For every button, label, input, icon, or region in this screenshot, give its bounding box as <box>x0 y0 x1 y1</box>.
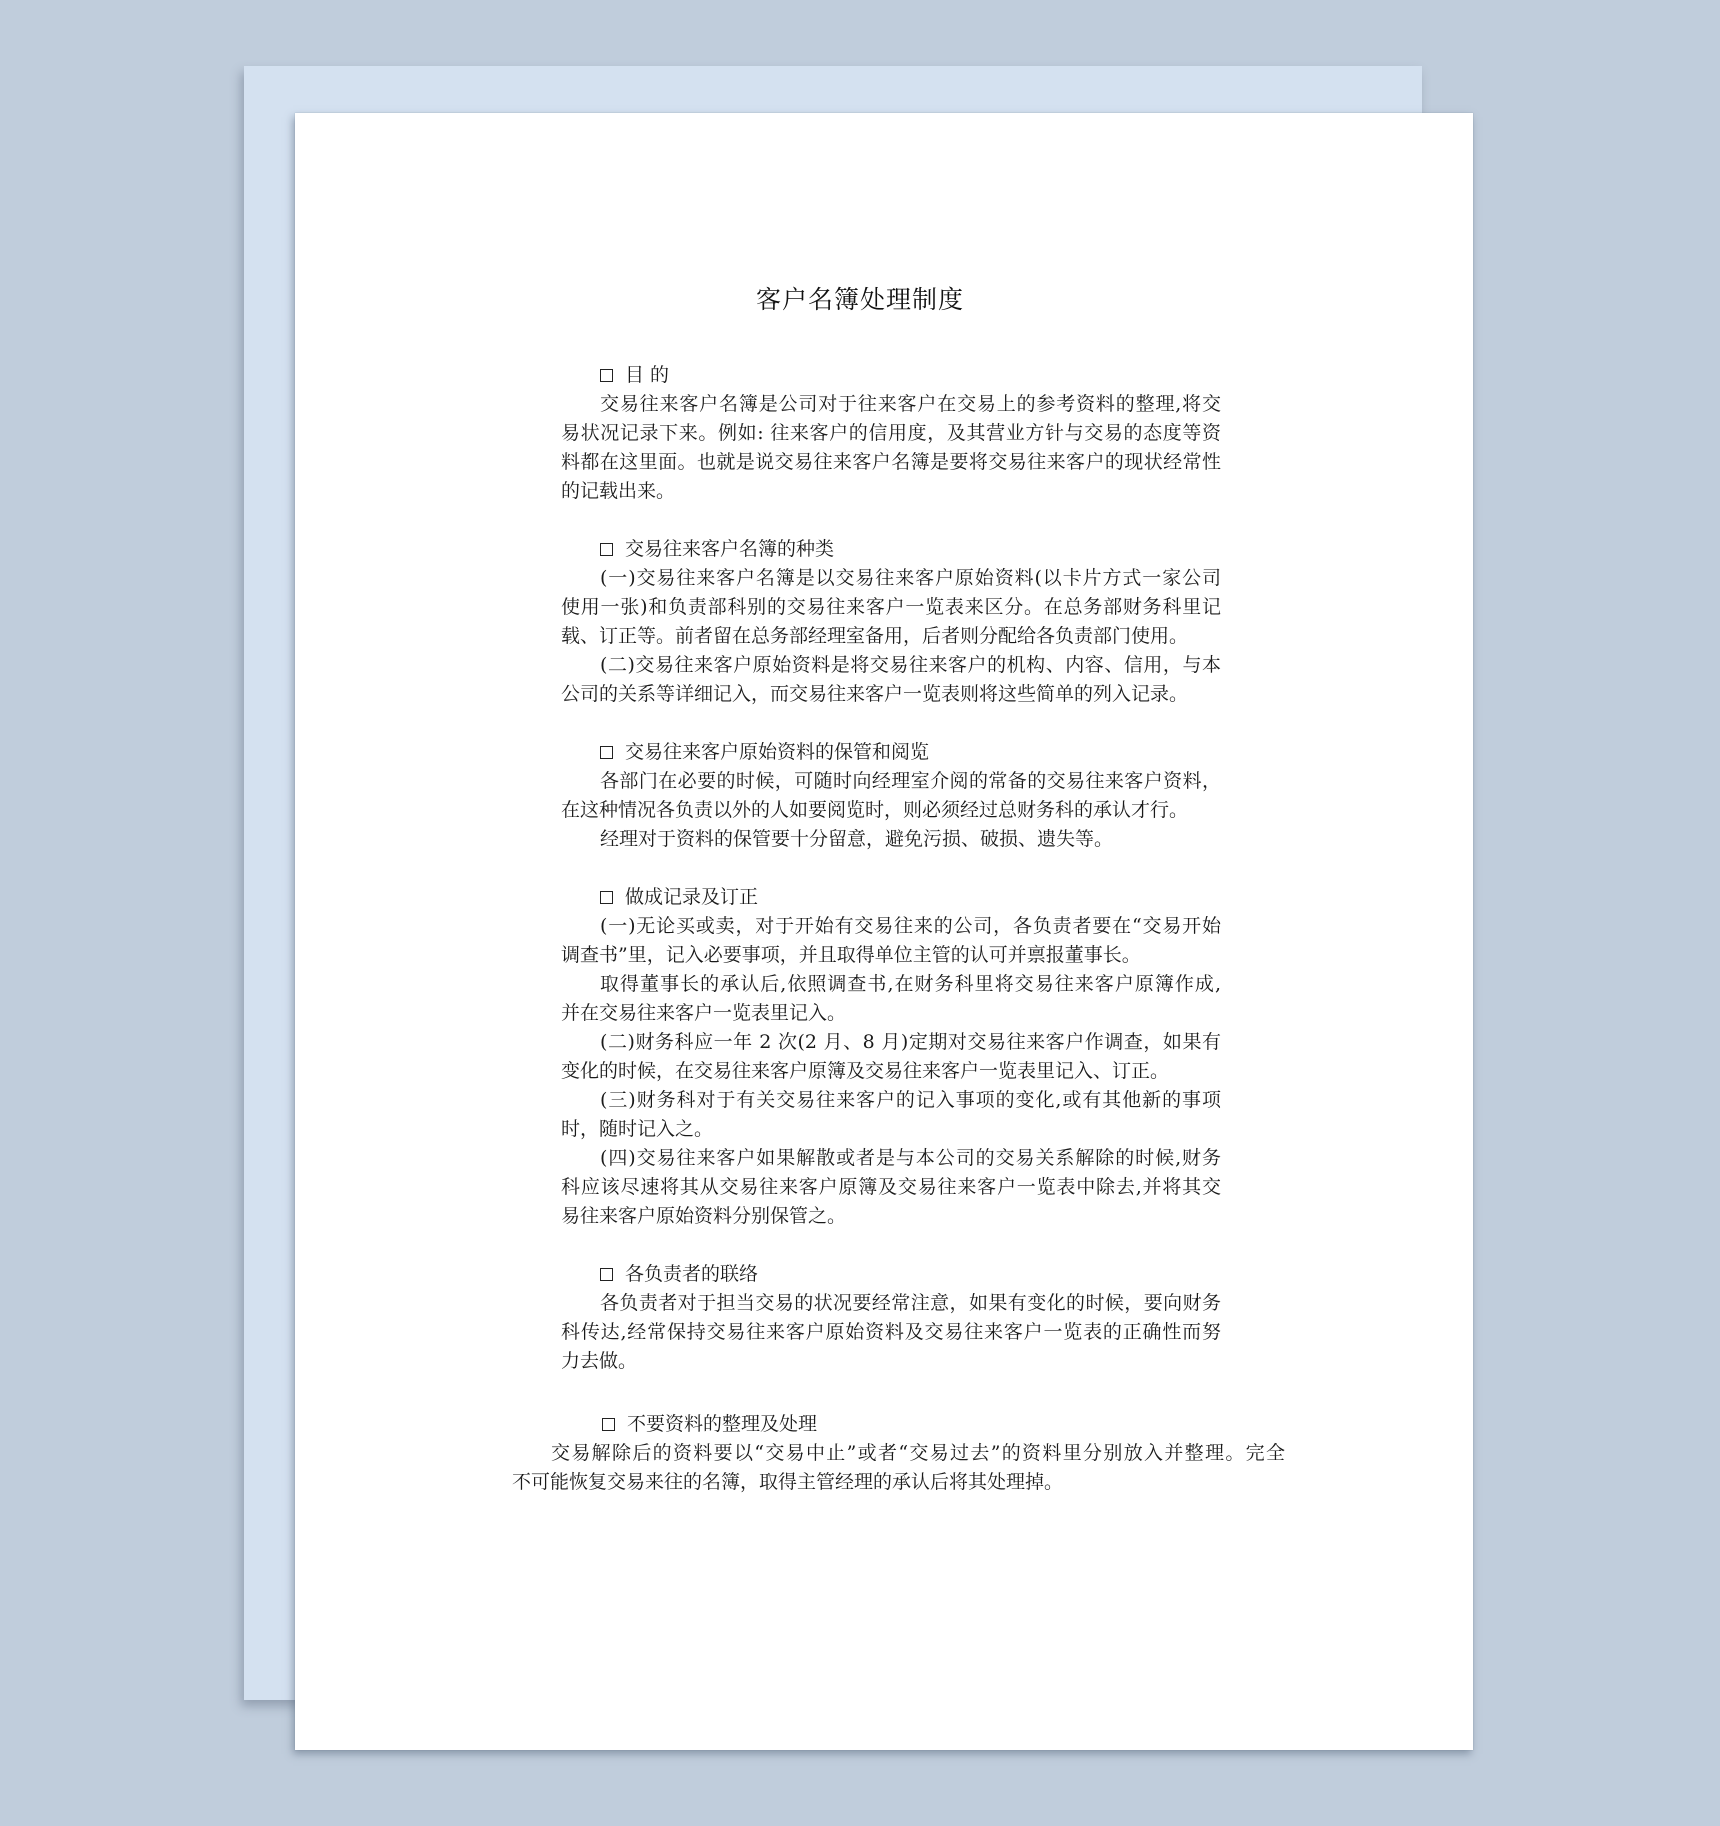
checkbox-square-icon <box>600 891 613 904</box>
checkbox-square-icon <box>600 543 613 556</box>
section-heading-text: 各负责者的联络 <box>625 1263 759 1285</box>
paragraph-line: 调查书”里，记入必要事项，并且取得单位主管的认可并禀报董事长。 <box>561 944 1141 966</box>
paragraph-line: 科传达,经常保持交易往来客户原始资料及交易往来客户一览表的正确性而努 <box>561 1321 1221 1343</box>
section-heading-text: 不要资料的整理及处理 <box>627 1413 818 1435</box>
checkbox-square-icon <box>600 746 613 759</box>
paragraph-line: 各负责者对于担当交易的状况要经常注意，如果有变化的时候，要向财务 <box>600 1292 1221 1314</box>
section-heading-text: 做成记录及订正 <box>625 886 759 908</box>
section-heading <box>561 738 1221 767</box>
checkbox-square-icon <box>600 369 613 382</box>
checkbox-square-icon <box>602 1418 615 1431</box>
paragraph-line: (一)无论买或卖，对于开始有交易往来的公司，各负责者要在“交易开始 <box>600 915 1221 937</box>
section-heading <box>561 1260 1221 1289</box>
document-title: 客户名簿处理制度 <box>755 285 964 314</box>
section-heading <box>561 535 1221 564</box>
paragraph-line: (四)交易往来客户如果解散或者是与本公司的交易关系解除的时候,财务 <box>600 1147 1221 1169</box>
paragraph-line: 公司的关系等详细记入，而交易往来客户一览表则将这些简单的列入记录。 <box>561 683 1189 705</box>
paragraph-line: 各部门在必要的时候，可随时向经理室介阅的常备的交易往来客户资料， <box>600 770 1221 792</box>
paragraph-line: 变化的时候，在交易往来客户原簿及交易往来客户一览表里记入、订正。 <box>561 1060 1170 1082</box>
paragraph-line: 使用一张)和负责部科别的交易往来客户一览表来区分。在总务部财务科里记 <box>561 596 1221 618</box>
paragraph-line: (二)财务科应一年 2 次(2 月、8 月)定期对交易往来客户作调查，如果有 <box>600 1031 1221 1053</box>
paragraph-line: 经理对于资料的保管要十分留意，避免污损、破损、遗失等。 <box>600 828 1114 850</box>
final-section <box>512 1410 1285 1497</box>
checkbox-square-icon <box>600 1268 613 1281</box>
paragraph-line: 不可能恢复交易来往的名簿，取得主管经理的承认后将其处理掉。 <box>512 1471 1064 1493</box>
section-heading-text: 目 的 <box>625 364 670 386</box>
paragraph-line: (二)交易往来客户原始资料是将交易往来客户的机构、内容、信用，与本 <box>600 654 1221 676</box>
section-heading <box>512 1410 1285 1439</box>
section-heading <box>561 361 1221 390</box>
paragraph-line: 易状况记录下来。例如: 往来客户的信用度，及其营业方针与交易的态度等资 <box>561 422 1221 444</box>
paragraph-line: 在这种情况各负责以外的人如要阅览时，则必须经过总财务科的承认才行。 <box>561 799 1189 821</box>
paragraph-line: 科应该尽速将其从交易往来客户原簿及交易往来客户一览表中除去,并将其交 <box>561 1176 1221 1198</box>
document-body <box>561 361 1221 1376</box>
section-heading <box>561 883 1221 912</box>
section-spacer <box>561 1231 1221 1260</box>
paragraph-line: 载、订正等。前者留在总务部经理室备用，后者则分配给各负责部门使用。 <box>561 625 1189 647</box>
paragraph-line: 料都在这里面。也就是说交易往来客户名簿是要将交易往来客户的现状经常性 <box>561 451 1221 473</box>
paragraph-line: (一)交易往来客户名簿是以交易往来客户原始资料(以卡片方式一家公司 <box>600 567 1221 589</box>
paragraph-line: 交易往来客户名簿是公司对于往来客户在交易上的参考资料的整理,将交 <box>600 393 1221 415</box>
paragraph-line: 易往来客户原始资料分别保管之。 <box>561 1205 847 1227</box>
section-spacer <box>561 709 1221 738</box>
paragraph-line: 时，随时记入之。 <box>561 1118 714 1140</box>
paragraph-line: 交易解除后的资料要以“交易中止”或者“交易过去”的资料里分别放入并整理。完全 <box>551 1442 1285 1464</box>
paragraph-line: 力去做。 <box>561 1350 638 1372</box>
paragraph-line: 的记载出来。 <box>561 480 676 502</box>
paragraph-line: (三)财务科对于有关交易往来客户的记入事项的变化,或有其他新的事项 <box>600 1089 1221 1111</box>
section-heading-text: 交易往来客户名簿的种类 <box>625 538 835 560</box>
section-heading-text: 交易往来客户原始资料的保管和阅览 <box>625 741 930 763</box>
section-spacer <box>561 506 1221 535</box>
paragraph-line: 取得董事长的承认后,依照调查书,在财务科里将交易往来客户原簿作成, <box>600 973 1221 995</box>
section-spacer <box>561 854 1221 883</box>
paragraph-line: 并在交易往来客户一览表里记入。 <box>561 1002 847 1024</box>
